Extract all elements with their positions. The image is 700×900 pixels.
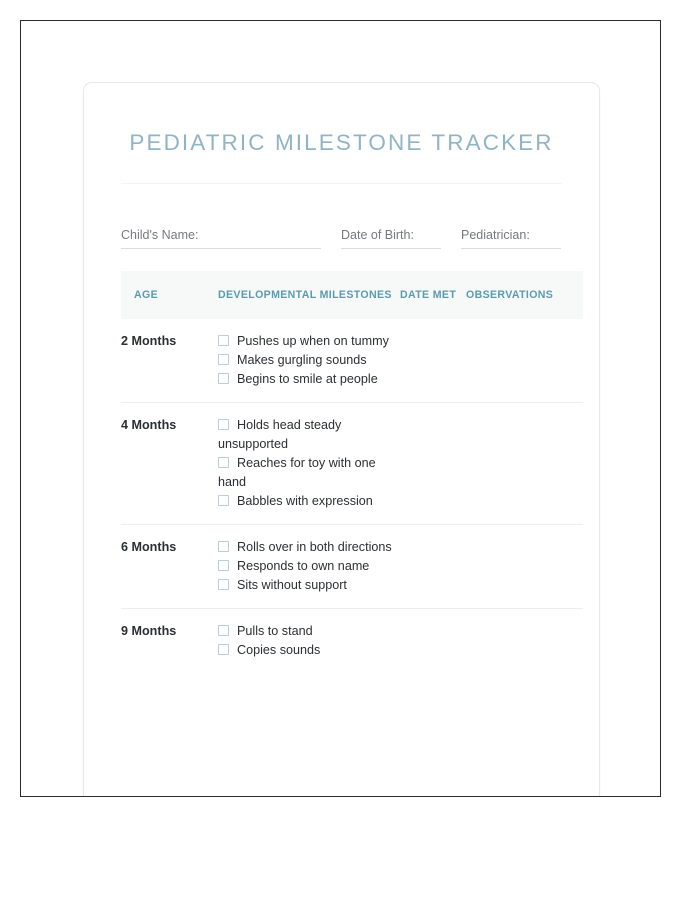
childs-name-label: Child's Name:: [121, 228, 199, 242]
row-observations[interactable]: [460, 403, 583, 525]
checkbox-icon[interactable]: [218, 373, 229, 384]
row-age: 4 Months: [121, 403, 218, 525]
checkbox-icon[interactable]: [218, 625, 229, 636]
table-row: [121, 609, 583, 674]
milestone-label: Copies sounds: [237, 643, 321, 657]
row-date-met[interactable]: [400, 525, 460, 609]
row-date-met[interactable]: [400, 403, 460, 525]
table-header-row: [121, 271, 583, 319]
row-age: 9 Months: [121, 609, 218, 674]
column-header-age: AGE: [121, 271, 218, 319]
list-item[interactable]: [218, 576, 400, 595]
table-row: [121, 403, 583, 525]
row-observations[interactable]: [460, 319, 583, 403]
list-item[interactable]: [218, 538, 400, 557]
checkbox-icon[interactable]: [218, 560, 229, 571]
row-milestones: [218, 609, 400, 674]
date-of-birth-field[interactable]: [341, 221, 441, 249]
checkbox-icon[interactable]: [218, 579, 229, 590]
checkbox-icon[interactable]: [218, 419, 229, 430]
pediatrician-field[interactable]: [461, 221, 561, 249]
list-item[interactable]: [218, 492, 400, 511]
row-date-met[interactable]: [400, 609, 460, 674]
milestone-label: Sits without support: [237, 578, 347, 592]
row-observations[interactable]: [460, 525, 583, 609]
pediatrician-label: Pediatrician:: [461, 228, 530, 242]
list-item[interactable]: [218, 622, 400, 641]
document-scroll-area[interactable]: [21, 21, 660, 796]
row-age: 2 Months: [121, 334, 177, 348]
table-row: [121, 319, 583, 403]
milestone-label: Reaches for toy with one hand: [218, 456, 376, 489]
childs-name-field[interactable]: [121, 221, 321, 249]
column-header-observations: OBSERVATIONS: [460, 271, 583, 319]
column-header-date-met: DATE MET: [400, 271, 460, 319]
list-item[interactable]: [218, 454, 400, 492]
row-age: 6 Months: [121, 525, 218, 609]
row-observations[interactable]: [460, 609, 583, 674]
page-title: PEDIATRIC MILESTONE TRACKER: [129, 130, 554, 155]
milestone-label: Babbles with expression: [237, 494, 373, 508]
row-milestones: [218, 319, 400, 403]
milestone-label: Responds to own name: [237, 559, 370, 573]
list-item[interactable]: [218, 332, 400, 351]
milestone-label: Holds head steady unsupported: [218, 418, 342, 451]
table-header: [121, 271, 583, 319]
checkbox-icon[interactable]: [218, 541, 229, 552]
info-fields-row: [121, 219, 562, 249]
browser-viewport: [20, 20, 661, 797]
row-milestones: [218, 525, 400, 609]
list-item[interactable]: [218, 557, 400, 576]
checkbox-icon[interactable]: [218, 335, 229, 346]
list-item[interactable]: [218, 370, 400, 389]
checkbox-icon[interactable]: [218, 495, 229, 506]
checkbox-icon[interactable]: [218, 457, 229, 468]
title-divider: [121, 183, 562, 184]
date-of-birth-label: Date of Birth:: [341, 228, 414, 242]
checkbox-icon[interactable]: [218, 644, 229, 655]
list-item[interactable]: [218, 351, 400, 370]
row-date-met[interactable]: [400, 319, 460, 403]
milestone-label: Begins to smile at people: [237, 372, 378, 386]
milestone-label: Pulls to stand: [237, 624, 313, 638]
list-item[interactable]: [218, 416, 400, 454]
tracker-sheet: [83, 82, 600, 796]
list-item[interactable]: [218, 641, 400, 660]
table-body: [121, 319, 583, 673]
column-header-developmental-milestones: DEVELOPMENTAL MILESTONES: [218, 271, 400, 319]
milestone-label: Makes gurgling sounds: [237, 353, 367, 367]
checkbox-icon[interactable]: [218, 354, 229, 365]
milestone-table: [121, 271, 583, 673]
table-row: [121, 525, 583, 609]
row-milestones: [218, 403, 400, 525]
milestone-label: Rolls over in both directions: [237, 540, 392, 554]
milestone-label: Pushes up when on tummy: [237, 334, 389, 348]
